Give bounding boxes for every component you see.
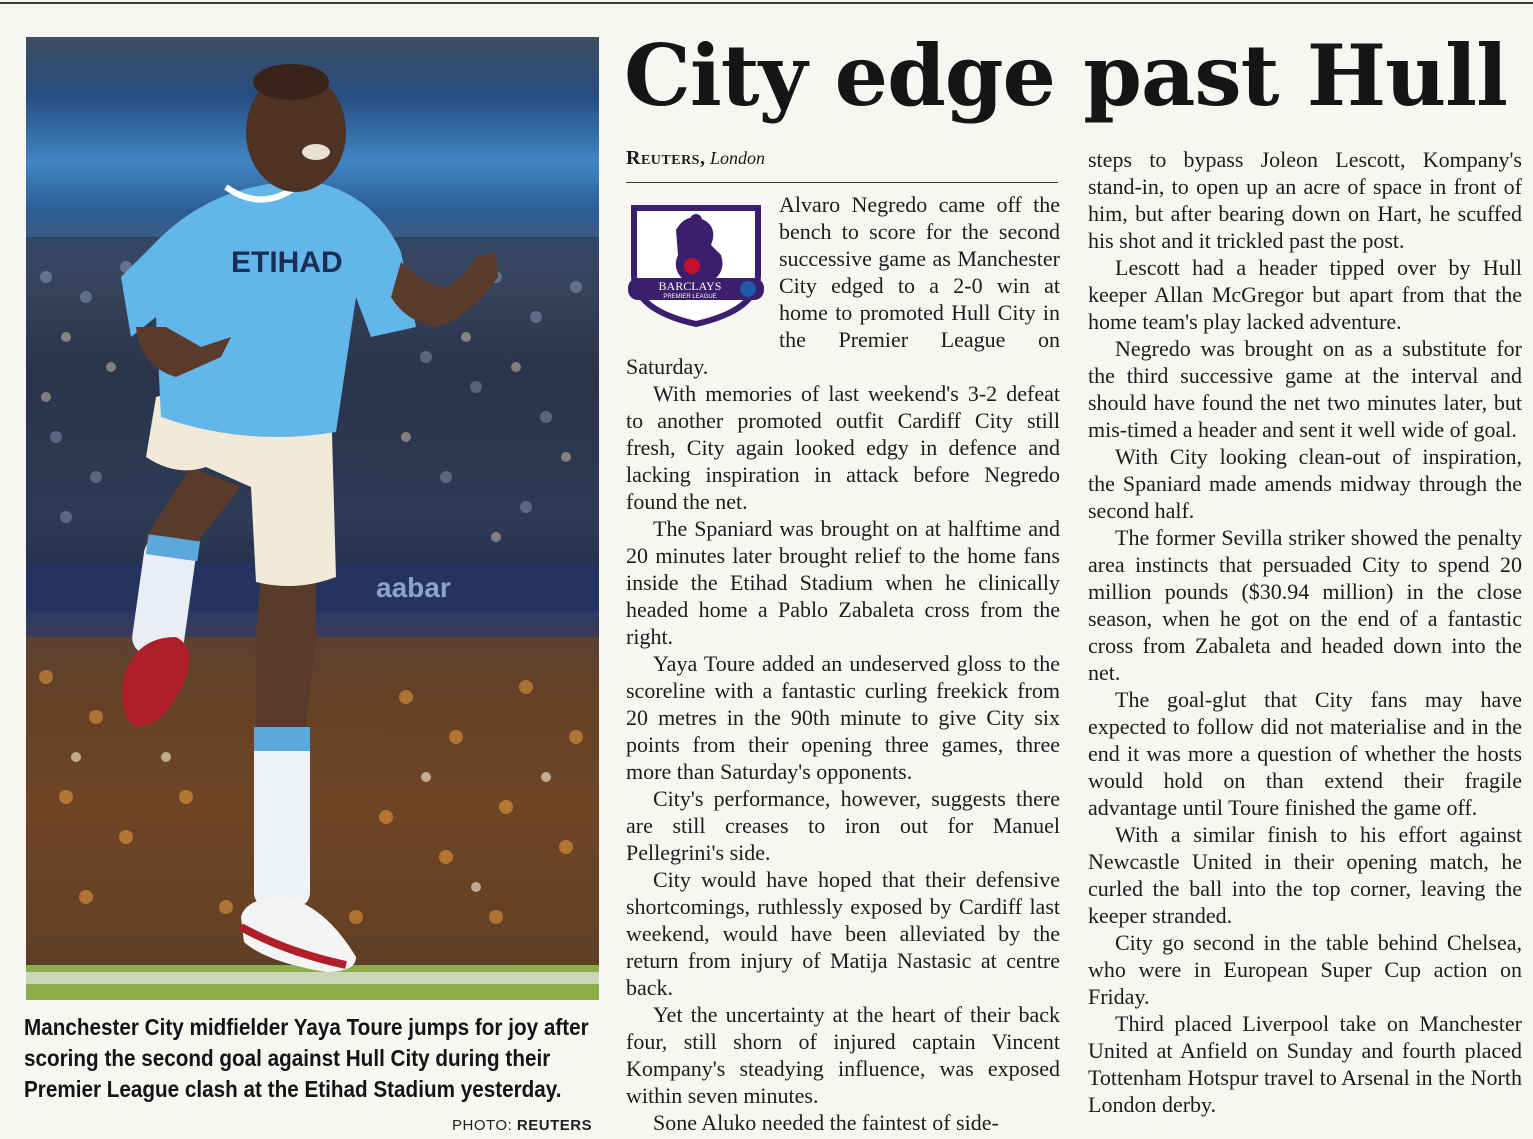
article-paragraph: With City looking clean-out of inspiration, the Spaniard made amends midway through the second half. [1088,444,1522,523]
article-paragraph: Third placed Liverpool take on Manchester United at Anfield on Sunday and fourth placed Tottenham Hotspur travel to Arsenal in the North London derby. [1088,1011,1522,1117]
logo-text-2: PREMIER LEAGUE [663,294,717,300]
article-paragraph: Sone Aluko needed the faintest of side- [653,1110,999,1135]
byline-rule [626,182,1058,183]
article-paragraph: Alvaro Negredo came off the bench to score for the second successive game as Manchester City edged to a 2-0 win at home to promoted Hull City in the Premier League on Saturday. [626,192,1060,379]
article-paragraph: Lescott had a header tipped over by Hull keeper Allan McGregor but apart from that the home team's play lacked adventure. [1088,255,1522,334]
article-paragraph: With memories of last weekend's 3-2 defeat to another promoted outfit Cardiff City still fresh, City again looked edgy in defence and lacking inspiration in attack before Negredo found the net. [626,381,1060,514]
article-paragraph: The Spaniard was brought on at halftime and 20 minutes later brought relief to the home fans inside the Etihad Stadium when he clinically headed home a Pablo Zabaleta cross from the right. [626,516,1060,649]
article-column-2 [1088,146,1522,1118]
logo-text-1: BARCLAYS [658,279,722,293]
article-paragraph: With a similar finish to his effort against Newcastle United in their opening match, he curled the ball into the top corner, leaving the keeper stranded. [1088,822,1522,928]
article-paragraph: City's performance, however, suggests there are still creases to iron out for Manuel Pellegrini's side. [626,786,1060,865]
news-photo [26,37,599,1000]
byline-agency: Reuters, [626,147,706,169]
article-paragraph: steps to bypass Joleon Lescott, Kompany's stand-in, to open up an acre of space in front of him, but after bearing down on Hart, he scuffed his shot and it trickled past the post. [1088,147,1522,253]
credit-source: REUTERS [516,1117,593,1134]
player-illustration [26,37,599,1000]
byline [626,147,765,170]
photo-caption: Manchester City midfielder Yaya Toure jumps for joy after scoring the second goal against Hull City during their Premier League clash at the Etihad Stadium yesterday. [24,1014,589,1102]
shirt-sponsor: ETIHAD [231,246,343,279]
article-paragraph: The former Sevilla striker showed the penalty area instincts that persuaded City to spend 20 million pounds ($30.94 million) in the close season, when he got on the end of a fantastic cross from Zabaleta and headed down into the net. [1088,525,1522,685]
article-paragraph: The goal-glut that City fans may have expected to follow did not materialise and in the end it was more a question of whether the hosts would hold on than extend their fragile advantage until Toure finished the game off. [1088,687,1522,820]
article-paragraph: Negredo was brought on as a substitute for the third successive game at the interval and should have found the net two minutes later, but mis-timed a header and sent it well wide of goal. [1088,336,1522,442]
board-text: aabar [376,572,451,603]
article-column-1 [626,191,1060,1136]
article-paragraph: City would have hoped that their defensive shortcomings, ruthlessly exposed by Cardiff last weekend, would have been alleviated by the return from injury of Matija Nastasic at centre back. [626,867,1060,1000]
credit-label: PHOTO: [452,1117,513,1134]
article-paragraph: City go second in the table behind Chelsea, who were in European Super Cup action on Friday. [1088,930,1522,1009]
top-rule [0,2,1533,4]
headline: City edge past Hull [624,26,1507,125]
premier-league-logo [626,200,766,330]
byline-place: London [709,148,765,168]
article-paragraph: Yet the uncertainty at the heart of their back four, still shorn of injured captain Vincent Kompany's steadying influence, was exposed within seven minutes. [626,1002,1060,1108]
photo-credit [452,1117,592,1134]
article-paragraph: Yaya Toure added an undeserved gloss to the scoreline with a fantastic curling freekick from 20 metres in the 90th minute to give City six points from their opening three games, three more than Saturday's opponents. [626,651,1060,784]
